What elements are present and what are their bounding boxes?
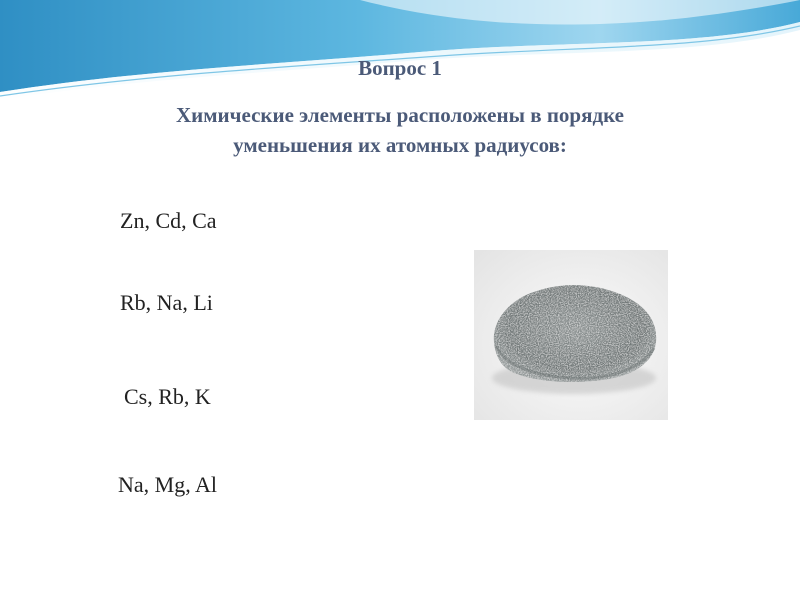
question-text bbox=[0, 100, 800, 160]
wave-header-decoration bbox=[0, 0, 800, 110]
gravel-granules-photo bbox=[474, 250, 668, 420]
answer-option-3[interactable]: Cs, Rb, K bbox=[124, 384, 211, 409]
answer-option-4[interactable]: Na, Mg, Al bbox=[118, 472, 217, 497]
answer-option-2[interactable]: Rb, Na, Li bbox=[120, 290, 213, 315]
question-line-1: Химические элементы расположены в порядке bbox=[175, 103, 624, 127]
question-line-2: уменьшения их атомных радиусов: bbox=[233, 133, 567, 157]
slide-title: Вопрос 1 bbox=[358, 56, 442, 80]
answer-option-1[interactable]: Zn, Cd, Ca bbox=[120, 208, 217, 233]
